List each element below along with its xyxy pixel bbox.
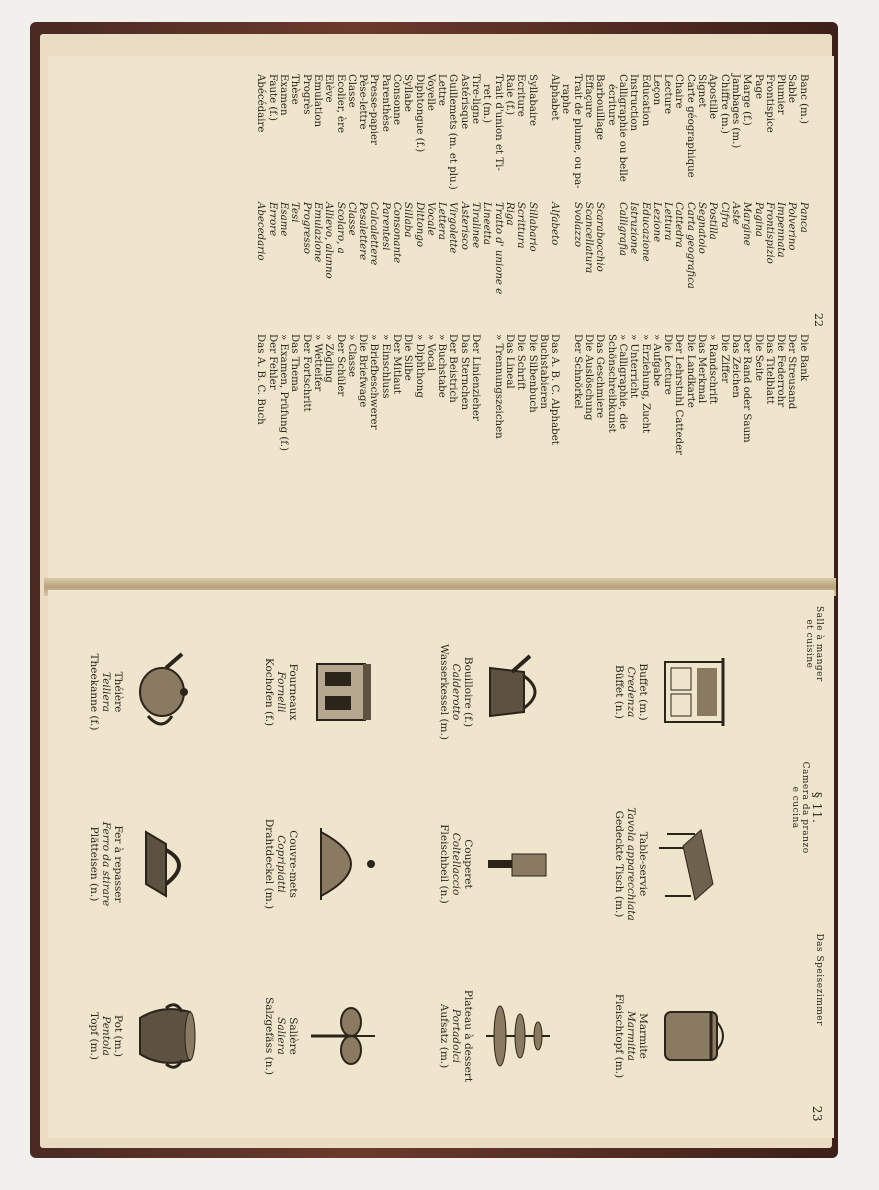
german-label: Fleischtopf (m.) <box>613 993 625 1079</box>
italian-word: Lezione <box>650 202 662 243</box>
italian-word: Pagina <box>752 202 764 237</box>
french-word: Pèse-lettre <box>357 74 369 130</box>
french-label: Fourneaux <box>287 663 299 721</box>
french-word: Emulation <box>311 74 323 128</box>
italian-word: Tiralinee <box>470 202 482 249</box>
vocabulary-list <box>255 74 809 566</box>
vocab-row <box>357 74 368 566</box>
french-word: Ecolier, ère <box>334 74 346 133</box>
italian-word: Svolazzo <box>571 202 583 248</box>
italian-word: Carta geografica <box>684 202 696 289</box>
italian-word: Classe <box>345 202 357 236</box>
vocab-row <box>605 74 616 566</box>
vocab-row <box>538 74 549 566</box>
italian-word: Scolaro, a <box>334 202 346 254</box>
french-word: raphe <box>560 84 572 115</box>
vocab-row <box>707 74 718 566</box>
salt-cellar-icon <box>305 996 381 1076</box>
illustration-item <box>607 606 782 778</box>
german-word: Der Linienzieher <box>470 334 482 421</box>
german-word: » Aufgabe <box>650 334 662 387</box>
cleaver-icon <box>480 824 556 904</box>
vocab-row <box>651 74 662 566</box>
heading-italian-2: e cucina <box>790 786 800 829</box>
italian-word: Dittongo <box>413 202 425 247</box>
french-label: Bouilloire (f.) <box>462 656 474 728</box>
german-word: Die Schrift <box>515 334 527 390</box>
vocab-row <box>391 74 402 566</box>
german-label: Büffet (n.) <box>613 664 625 719</box>
french-label: Fer à repasser <box>112 825 124 903</box>
italian-word: Lettera <box>436 202 448 240</box>
italian-word: Impennata <box>775 202 787 258</box>
french-word: ret (m.) <box>481 84 493 124</box>
german-label: Salzgefäss (n.) <box>263 997 275 1075</box>
german-word <box>481 334 492 566</box>
german-word: » Unterricht <box>628 334 640 399</box>
german-word: » Einschluss <box>379 334 391 399</box>
illustration-item <box>82 778 257 950</box>
italian-word: Parentesi <box>379 202 391 251</box>
french-label: Couperet <box>462 839 474 889</box>
italian-word: Postilla <box>707 202 719 240</box>
french-word: Banc (m.) <box>797 74 809 124</box>
french-word: Voyelle <box>424 74 436 111</box>
illustration-item <box>82 606 257 778</box>
italian-label: Portadolci <box>450 1008 462 1064</box>
vocab-row <box>797 74 808 566</box>
italian-word: Alfabeto <box>549 202 561 246</box>
vocab-row <box>323 74 334 566</box>
illustration-item <box>432 606 607 778</box>
italian-word: Esame <box>278 202 290 237</box>
german-word: Der Schüler <box>334 334 346 397</box>
italian-word <box>605 202 616 334</box>
italian-word: Educazione <box>639 202 651 262</box>
french-word: Calligraphie ou belle <box>616 74 628 182</box>
illustration-item <box>607 950 782 1122</box>
german-word: Die Briefwage <box>357 334 369 408</box>
french-word: Guillemets (m. et plu.) <box>447 74 459 190</box>
italian-word: Polverino <box>786 202 798 251</box>
italian-word: Errore <box>266 202 278 237</box>
italian-word: Cattedra <box>673 202 685 248</box>
vocab-row <box>775 74 786 566</box>
vocab-row <box>368 74 379 566</box>
italian-word: Consonante <box>391 202 403 264</box>
vocab-row <box>718 74 729 566</box>
vocab-row <box>334 74 345 566</box>
vocab-row <box>289 74 300 566</box>
german-word: Der Streusand <box>786 334 798 410</box>
german-label: Theekanne (f.) <box>88 653 100 731</box>
french-word: Plumier <box>775 74 787 115</box>
german-word: Die Silbenbuch <box>526 334 538 413</box>
italian-word: Riga <box>503 202 515 226</box>
heading-german: Das Speisezimmer <box>814 933 824 1026</box>
german-word: Das Thema <box>289 334 301 392</box>
italian-label: Coltellaccio <box>450 832 462 896</box>
vocab-row <box>786 74 797 566</box>
french-label: Marmite <box>637 1013 649 1059</box>
german-word: » Diphthong <box>413 334 425 398</box>
italian-word: Istruzione <box>628 202 640 255</box>
german-word: Das Lineal <box>503 334 515 389</box>
illustration-item <box>432 950 607 1122</box>
french-word: Astérisque <box>458 74 470 130</box>
french-word: Education <box>639 74 651 127</box>
stove-icon <box>305 652 381 732</box>
italian-label: Marmitta <box>625 1010 637 1062</box>
french-word: Barbouillage <box>594 74 606 141</box>
pot-icon <box>130 996 206 1076</box>
french-word: Abécédaire <box>255 74 267 133</box>
french-word: Alphabet <box>549 74 561 121</box>
german-word <box>560 334 571 566</box>
german-word: Die Silbe <box>402 334 414 381</box>
german-word: » Examen, Prüfung (f.) <box>278 334 290 451</box>
kettle-icon <box>480 652 556 732</box>
vocab-row <box>379 74 390 566</box>
table-icon <box>655 824 731 904</box>
french-word: Syllabe <box>402 74 414 112</box>
left-page <box>48 56 834 584</box>
french-word: Jambages (m.) <box>729 74 741 149</box>
french-word: Trait de plume, ou pa- <box>571 74 583 189</box>
french-label: Buffet (m.) <box>637 663 649 721</box>
german-word: » Classe <box>345 334 357 378</box>
italian-word: Lettura <box>662 202 674 241</box>
kitchen-page <box>48 590 834 1138</box>
german-word: » Buchstabe <box>436 334 448 398</box>
vocab-row <box>312 74 323 566</box>
italian-label: Saliera <box>275 1017 287 1055</box>
french-word: Frontispice <box>763 74 775 133</box>
vocab-row <box>628 74 639 566</box>
italian-word: Segnatoio <box>696 202 708 254</box>
italian-label: Teiliera <box>100 672 112 712</box>
vocab-row <box>673 74 684 566</box>
german-word: Das Titelblatt <box>763 334 775 405</box>
italian-word: Calligrafia <box>616 202 628 256</box>
italian-word: Tratto d' unione e <box>492 202 504 295</box>
vocab-row <box>255 74 266 566</box>
italian-word: Scancellatura <box>583 202 595 274</box>
german-word: Der Fehler <box>266 334 278 390</box>
vocab-row <box>560 74 571 566</box>
german-word: Der Beistrich <box>447 334 459 403</box>
french-label: Pot (m.) <box>112 1014 124 1057</box>
french-label: Table-servie <box>637 831 649 897</box>
german-word: » Trennungszeichen <box>492 334 504 439</box>
italian-word: Cifra <box>718 202 730 228</box>
teapot-icon <box>130 652 206 732</box>
vocab-row <box>425 74 436 566</box>
italian-word <box>538 202 549 334</box>
german-word: » Calligraphie, die <box>616 334 628 430</box>
german-label: Fleischbeil (n.) <box>438 824 450 904</box>
vocab-row <box>764 74 775 566</box>
vocab-row <box>730 74 741 566</box>
french-word: Elève <box>323 74 335 103</box>
heading-italian: Camera da pranzo <box>800 761 810 854</box>
right-page <box>48 590 834 1138</box>
vocab-row <box>300 74 311 566</box>
vocab-row <box>684 74 695 566</box>
german-word: Das Merkmal <box>696 334 708 404</box>
french-label: Couvre-mets <box>287 830 299 898</box>
italian-word: Calcalettere <box>368 202 380 266</box>
vocab-row <box>696 74 707 566</box>
illustration-item <box>257 778 432 950</box>
vocab-row <box>470 74 481 566</box>
vocab-row <box>266 74 277 566</box>
illustration-item <box>257 950 432 1122</box>
italian-word: Scarabocchio <box>594 202 606 272</box>
german-word: » Briefbeschwerer <box>368 334 380 430</box>
vocab-row <box>447 74 458 566</box>
italian-label: Credenza <box>625 666 637 718</box>
french-word: Instruction <box>628 74 640 132</box>
vocab-row <box>617 74 628 566</box>
italian-label: Ferro da stirare <box>100 821 112 907</box>
heading-french-2: et cuisine <box>804 619 814 669</box>
german-word: Der Lehrstuhl Catteder <box>673 334 685 455</box>
german-word: Das Zeichen <box>729 334 741 398</box>
french-word: Raie (f.) <box>503 74 515 116</box>
french-word: Thèse <box>289 74 301 105</box>
italian-word: Sillabario <box>526 202 538 252</box>
italian-label: Pentola <box>100 1016 112 1056</box>
german-label: Drahtdeckel (m.) <box>263 818 275 910</box>
french-word: Ecriture <box>515 74 527 117</box>
italian-word: Frontispizio <box>763 202 775 264</box>
italian-word: Scrittura <box>515 202 527 249</box>
german-label: Plätteisen (n.) <box>88 826 100 902</box>
vocab-row <box>492 74 503 566</box>
italian-word: Tesi <box>289 202 301 223</box>
vocab-row <box>583 74 594 566</box>
vocab-row <box>515 74 526 566</box>
vocab-row <box>346 74 357 566</box>
french-word: Carte géographique <box>684 74 696 178</box>
german-word: Schönschreibkunst <box>605 334 617 433</box>
german-word: Der Fortschritt <box>300 334 312 412</box>
italian-word: Lineetta <box>481 202 493 245</box>
french-word <box>538 74 549 202</box>
french-word: Chiffre (m.) <box>718 74 730 134</box>
french-word: Trait d'union et Ti- <box>492 74 504 171</box>
page-number: 23 <box>810 1105 824 1122</box>
french-word: Leçon <box>650 74 662 106</box>
vocab-row <box>436 74 447 566</box>
page-number: 22 <box>812 313 825 327</box>
french-word: Lettre <box>436 74 448 106</box>
italian-word: Vocale <box>424 202 436 236</box>
italian-word: Allievo, alunno <box>323 202 335 279</box>
french-label: Théière <box>112 671 124 713</box>
vocab-row <box>571 74 582 566</box>
dessert-stand-icon <box>480 996 556 1076</box>
vocab-row <box>481 74 492 566</box>
german-label: Kochofen (f.) <box>263 657 275 727</box>
german-word: Die Seite <box>752 334 764 382</box>
french-word: Progrès <box>300 74 312 115</box>
italian-word: Virgolette <box>447 202 459 254</box>
german-word: » Wetteifer <box>311 334 323 392</box>
french-word: Diphtongue (f.) <box>413 74 425 153</box>
french-word: Examen <box>278 74 290 116</box>
french-word: Apostille <box>707 74 719 120</box>
section-number: § 11. <box>810 791 824 824</box>
german-word: Der Rand oder Saum <box>741 334 753 443</box>
vocab-row <box>526 74 537 566</box>
german-word: » Randschrift <box>707 334 719 405</box>
german-word: Die Bank <box>797 334 809 381</box>
french-word: Signet <box>696 74 708 108</box>
german-word: » Zögling <box>323 334 335 383</box>
italian-word: Asterisco <box>458 202 470 250</box>
german-word: Der Mitlaut <box>391 334 403 395</box>
illustration-item <box>82 950 257 1122</box>
italian-word: Abecedario <box>255 202 267 261</box>
german-word: Das Geschmiere <box>594 334 606 419</box>
vocab-row <box>594 74 605 566</box>
french-word: Page <box>752 74 764 100</box>
italian-word: Panca <box>797 202 809 233</box>
vocab-row <box>459 74 470 566</box>
vocab-row <box>278 74 289 566</box>
buffet-icon <box>655 652 731 732</box>
german-word: » Vocal <box>424 334 436 372</box>
italian-label: Calderotto <box>450 663 462 721</box>
french-word: Syllabaire <box>526 74 538 127</box>
heading-french: Salle à manger <box>814 606 824 682</box>
illustration-item <box>432 778 607 950</box>
italian-word: Sillaba <box>402 202 414 238</box>
vocab-row <box>402 74 413 566</box>
illustration-grid <box>82 606 782 1122</box>
vocab-row <box>639 74 650 566</box>
french-word: Classe <box>345 74 357 108</box>
german-label: Topf (m.) <box>88 1012 100 1060</box>
german-word: Die Auslöschung <box>583 334 595 421</box>
vocabulary-page <box>48 56 834 584</box>
german-word: Die Lecture <box>662 334 674 395</box>
french-word: Chaire <box>673 74 685 109</box>
illustration-item <box>607 778 782 950</box>
german-label: Aufsatz (m.) <box>438 1003 450 1069</box>
german-word: Das A. B. C. Alphabet <box>549 334 561 445</box>
french-word: Faute (f.) <box>266 74 278 121</box>
french-word: Tire-ligne <box>470 74 482 125</box>
iron-icon <box>130 824 206 904</box>
italian-word: Aste <box>729 202 741 225</box>
vocab-row <box>504 74 515 566</box>
german-word: Die Landkarte <box>684 334 696 408</box>
italian-label: Fornelli <box>275 671 287 713</box>
french-word: Consonne <box>391 74 403 126</box>
french-word: Effaçure <box>583 74 595 118</box>
french-label: Salière <box>287 1017 299 1055</box>
vocab-row <box>662 74 673 566</box>
italian-word: Margine <box>741 202 753 246</box>
section-heading <box>790 606 824 1122</box>
vocab-row <box>413 74 424 566</box>
italian-label: Tavola apparecchiata <box>625 807 637 921</box>
german-word: Das Sternchen <box>458 334 470 411</box>
italian-word: Progresso <box>300 202 312 254</box>
marmite-icon <box>655 996 731 1076</box>
german-word: Die Ziffer <box>718 334 730 384</box>
french-word: écriture <box>605 84 617 126</box>
vocab-row <box>741 74 752 566</box>
french-word: Marge (f.) <box>741 74 753 126</box>
food-cover-icon <box>305 824 381 904</box>
french-label: Plateau à dessert <box>462 989 474 1083</box>
french-word: Presse-papier <box>368 74 380 145</box>
german-word: » Erziehung, Zucht <box>639 334 651 434</box>
french-word: Sable <box>786 74 798 103</box>
illustration-item <box>257 606 432 778</box>
german-word: Die Federrohr <box>775 334 787 408</box>
french-word: Parenthèse <box>379 74 391 132</box>
german-word: Das A. B. C. Buch <box>255 334 267 425</box>
italian-word <box>560 202 571 334</box>
italian-word: Emulazione <box>311 202 323 263</box>
vocab-row <box>549 74 560 566</box>
french-word: Lecture <box>662 74 674 115</box>
vocab-row <box>752 74 763 566</box>
german-word: Buchstabieren <box>537 334 549 409</box>
german-label: Gedeckte Tisch (m.) <box>613 810 625 918</box>
italian-label: Copripiatti <box>275 835 287 893</box>
italian-word: Pesalettere <box>357 202 369 261</box>
german-label: Wasserkessel (m.) <box>438 644 450 740</box>
german-word: Der Schnörkel <box>571 334 583 409</box>
